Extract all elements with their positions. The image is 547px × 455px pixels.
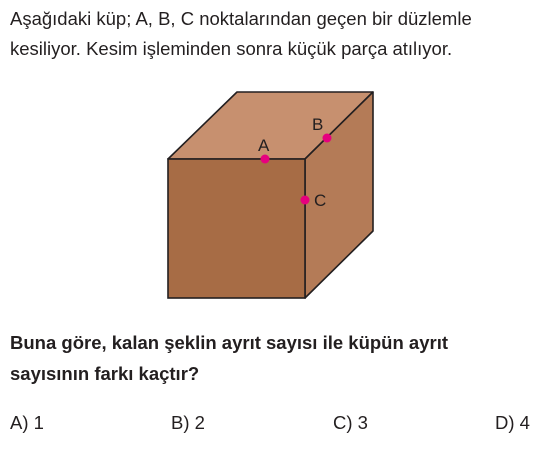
question-line-1: Buna göre, kalan şeklin ayrıt sayısı ile küpün ayrıt bbox=[10, 332, 449, 353]
option-d[interactable]: D) 4 bbox=[495, 412, 530, 433]
point-b-marker bbox=[323, 134, 332, 143]
answer-options bbox=[0, 412, 547, 436]
point-a-label: A bbox=[258, 136, 270, 155]
option-c[interactable]: C) 3 bbox=[333, 412, 368, 433]
question-text bbox=[10, 327, 540, 389]
point-a-marker bbox=[261, 155, 270, 164]
point-b-label: B bbox=[312, 115, 324, 134]
option-a[interactable]: A) 1 bbox=[10, 412, 44, 433]
point-c-marker bbox=[301, 196, 310, 205]
option-b[interactable]: B) 2 bbox=[171, 412, 205, 433]
point-c-label: C bbox=[314, 191, 327, 210]
problem-line-1: Aşağıdaki küp; A, B, C noktalarından geçen bir düzlemle bbox=[10, 8, 472, 29]
cube-front-face bbox=[168, 159, 305, 298]
problem-line-2: kesiliyor. Kesim işleminden sonra küçük parça atılıyor. bbox=[10, 38, 453, 59]
question-line-2: sayısının farkı kaçtır? bbox=[10, 363, 200, 384]
